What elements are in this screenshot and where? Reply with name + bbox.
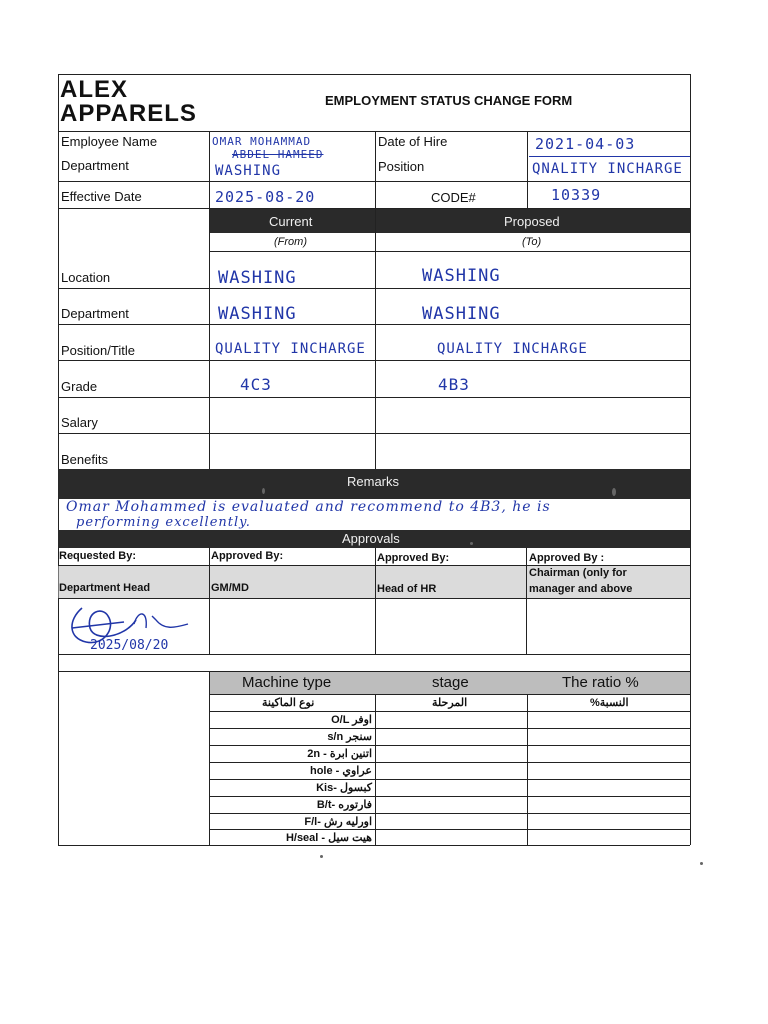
grid-line	[375, 548, 376, 654]
salary-label: Salary	[61, 415, 98, 430]
machine-type-arabic: نوع الماكينة	[262, 697, 315, 709]
machine-row: H/seal - هيت سيل	[285, 832, 372, 844]
machine-arabic: عراوي	[342, 765, 372, 777]
frame-bottom	[58, 845, 690, 846]
machine-code: B/t	[316, 799, 332, 811]
grid-line	[209, 671, 210, 845]
scan-speck	[470, 542, 473, 545]
approvals-header: Approvals	[342, 531, 400, 546]
grid-line	[375, 131, 376, 208]
machine-type-header: Machine type	[242, 674, 332, 691]
machine-row	[300, 730, 372, 743]
stage-header: stage	[432, 674, 469, 691]
date-of-hire-label: Date of Hire	[378, 134, 448, 149]
remarks-header-bar	[58, 469, 690, 499]
machine-arabic: كبسول	[339, 782, 372, 794]
remarks-line-1: Omar Mohammed is evaluated and recommend to 4B3, he is	[66, 499, 551, 515]
position-label: Position	[378, 159, 425, 174]
code-label: CODE#	[431, 190, 476, 205]
location-label: Location	[61, 270, 111, 285]
grid-line	[209, 745, 690, 746]
department-value: WASHING	[215, 163, 282, 179]
grade-label: Grade	[61, 379, 98, 394]
position-value: QNALITY INCHARGE	[532, 161, 683, 177]
machine-code: F/l	[304, 816, 318, 828]
current-position: QUALITY INCHARGE	[215, 341, 366, 357]
chairman-note-line-1: Chairman (only for	[529, 567, 627, 579]
proposed-position: QUALITY INCHARGE	[437, 341, 588, 357]
stage-arabic: المرحلة	[432, 697, 468, 709]
current-location: WASHING	[218, 268, 297, 288]
logo-line-1: ALEX	[60, 76, 129, 103]
grid-line	[526, 548, 527, 654]
grid-line	[58, 288, 690, 289]
machine-row: Kis- كبسول	[316, 782, 372, 794]
machine-code: O/L	[331, 714, 350, 726]
effective-date-label: Effective Date	[61, 189, 142, 204]
grid-line	[209, 762, 690, 763]
grid-line	[527, 131, 528, 208]
head-of-hr-label: Head of HR	[377, 583, 437, 595]
grid-line	[58, 324, 690, 325]
current-header: Current	[269, 214, 313, 229]
machine-code: hole	[309, 765, 333, 777]
machine-row: 2n - اتنين ابرة	[307, 748, 372, 760]
machine-row: F/l- اورليه رش	[304, 816, 372, 828]
current-header-bar	[209, 209, 375, 233]
grid-line	[209, 548, 210, 654]
grid-line	[375, 671, 376, 845]
frame-top	[58, 74, 690, 75]
employee-name-line-1: OMAR MOHAMMAD	[212, 135, 312, 148]
machine-row	[300, 713, 372, 726]
grid-line	[209, 728, 690, 729]
scan-speck	[320, 855, 323, 858]
code-value: 10339	[551, 186, 602, 204]
current-department: WASHING	[218, 304, 297, 324]
approved-by-hr-label: Approved By:	[377, 552, 450, 564]
employee-name-label: Employee Name	[61, 134, 158, 149]
date-of-hire-value: 2021-04-03	[535, 135, 636, 153]
grid-line	[209, 796, 690, 797]
machine-code: s/n	[327, 731, 344, 743]
department-head-label: Department Head	[59, 582, 151, 594]
gm-md-label: GM/MD	[211, 582, 249, 594]
grid-line	[527, 671, 528, 845]
remarks-line-2: performing excellently.	[76, 515, 251, 530]
ratio-header: The ratio %	[562, 674, 639, 691]
benefits-label: Benefits	[61, 452, 108, 467]
grid-line	[209, 131, 210, 208]
scan-speck	[700, 862, 703, 865]
machine-arabic: اورليه رش	[323, 816, 372, 828]
chairman-note-line-2: manager and above	[529, 583, 633, 595]
grid-line	[58, 397, 690, 398]
machine-arabic: سنجر	[346, 731, 372, 743]
grid-line	[58, 360, 690, 361]
grid-line	[209, 779, 690, 780]
grid-line	[58, 654, 690, 655]
from-label: (From)	[274, 236, 307, 248]
machine-code: H/seal	[285, 832, 319, 844]
department-label: Department	[61, 158, 129, 173]
employee-name-line-2: ABDEL HAMEED	[232, 148, 324, 161]
proposed-header: Proposed	[504, 214, 560, 229]
approved-by-gm-label: Approved By:	[211, 550, 284, 562]
proposed-department: WASHING	[422, 304, 501, 324]
logo-line-2: APPARELS	[60, 100, 197, 127]
proposed-header-bar	[376, 209, 690, 233]
machine-arabic: هيت سيل	[328, 832, 372, 844]
machine-arabic: اتنين ابرة	[329, 748, 372, 760]
frame-left	[58, 74, 59, 845]
machine-row: hole - عراوي	[309, 765, 372, 777]
frame-right	[690, 74, 691, 845]
grid-line	[58, 565, 690, 566]
proposed-grade: 4B3	[438, 375, 470, 394]
grid-line	[209, 694, 690, 695]
approvals-header-bar	[58, 530, 690, 548]
proposed-location: WASHING	[422, 266, 501, 286]
requested-by-label: Requested By:	[59, 550, 137, 562]
position-title-label: Position/Title	[61, 343, 135, 358]
scan-speck	[612, 488, 616, 496]
remarks-header: Remarks	[347, 474, 400, 489]
hire-underline	[529, 156, 690, 157]
grid-line	[209, 251, 690, 252]
machine-row: B/t- فارتوره	[316, 799, 372, 811]
approved-by-chairman-label: Approved By :	[529, 552, 605, 564]
grid-line	[209, 813, 690, 814]
grid-line	[375, 208, 376, 469]
signature-date: 2025/08/20	[90, 638, 169, 653]
grid-line	[209, 711, 690, 712]
row-department-label: Department	[61, 306, 129, 321]
machine-arabic: فارتوره	[338, 799, 372, 811]
ratio-arabic: النسبة%	[590, 697, 629, 709]
scan-speck	[262, 488, 265, 494]
grid-line	[58, 433, 690, 434]
effective-date-value: 2025-08-20	[215, 188, 316, 206]
form-title: EMPLOYMENT STATUS CHANGE FORM	[325, 93, 573, 108]
company-logo	[60, 78, 197, 126]
machine-code: Kis	[316, 782, 334, 794]
current-grade: 4C3	[240, 375, 272, 394]
grid-line	[209, 208, 210, 469]
to-label: (To)	[522, 236, 542, 248]
grid-line	[209, 829, 690, 830]
header-divider	[58, 131, 690, 132]
machine-code: 2n	[307, 748, 321, 760]
grid-line	[58, 181, 690, 182]
machine-arabic: اوفر	[352, 714, 372, 726]
